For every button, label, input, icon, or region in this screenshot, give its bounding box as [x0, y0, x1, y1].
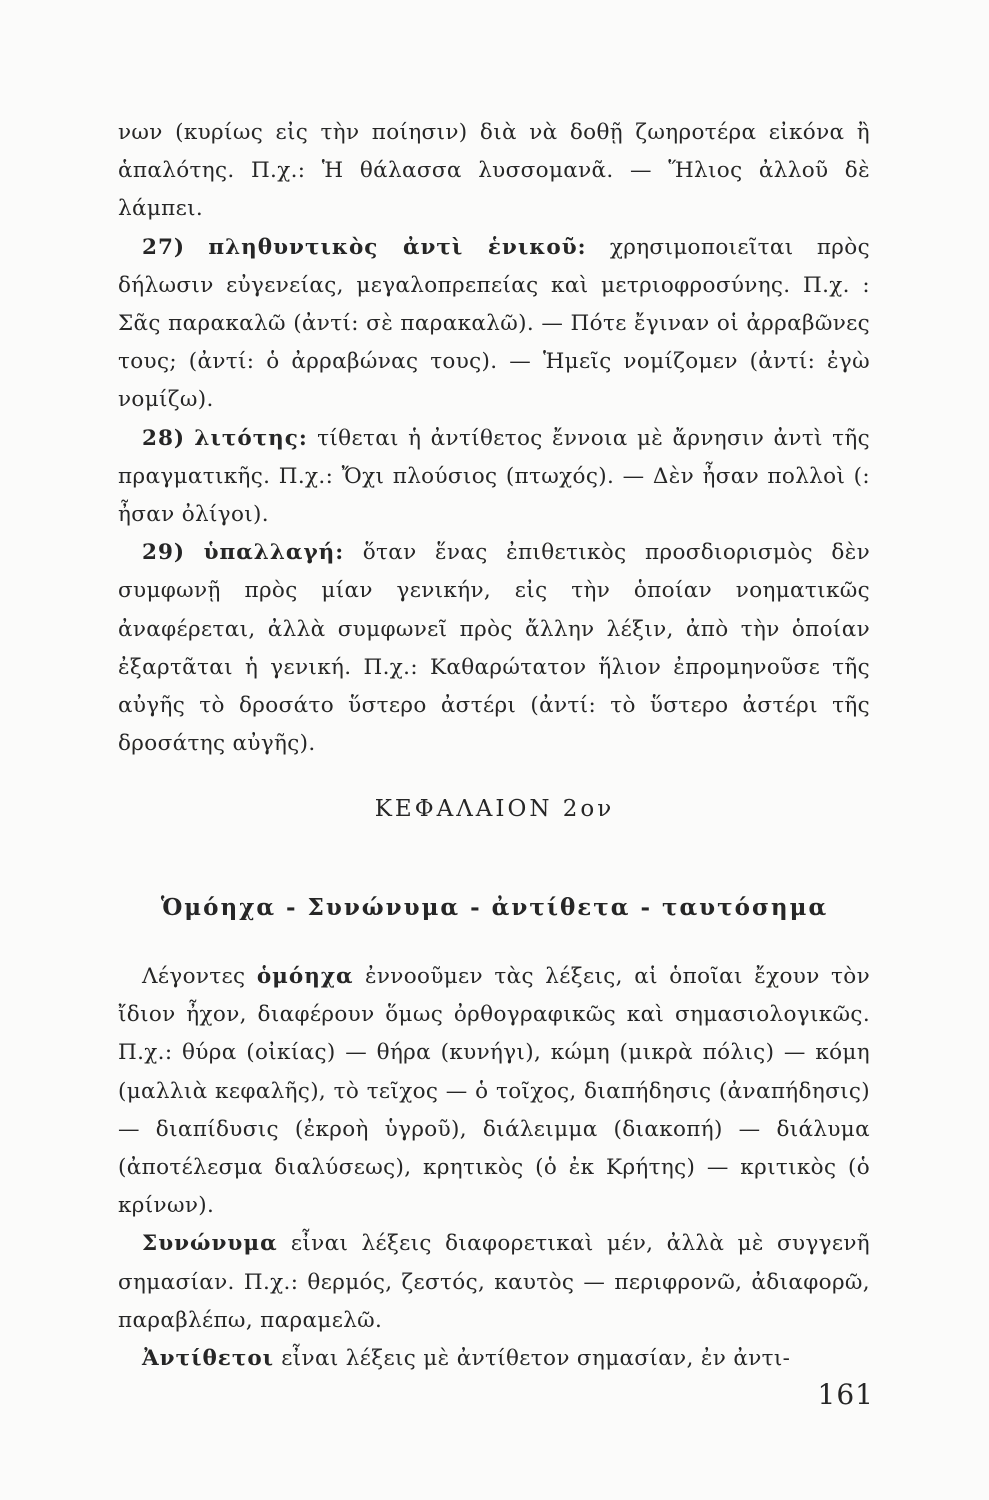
term-heading: πληθυντικὸς ἀντὶ ἑνικοῦ: [208, 234, 587, 260]
page-number: 161 [817, 1378, 874, 1411]
paragraph-item-27 [118, 229, 870, 420]
top-text-block [118, 114, 870, 763]
paragraph-text: τίθεται ἡ ἀντίθετος ἔννοια μὲ ἄρνησιν ἀντὶ τῆς πραγματικῆς. Π.χ.: Ὄχι πλούσιος (πτωχός). — Δὲν ἦσαν πολλοὶ (: ἦσαν ὀλίγοι). [118, 425, 871, 528]
paragraph-synonyms [118, 1225, 870, 1340]
item-number: 27) [142, 234, 186, 260]
paragraph-lead: Λέγοντες [142, 964, 246, 989]
paragraph-continuation [118, 114, 870, 229]
paragraph-text: εἶναι λέξεις μὲ ἀντίθετον σημασίαν, ἐν ἀντι- [281, 1346, 791, 1372]
chapter-heading: ΚΕΦΑΛΑΙΟΝ 2ον [374, 796, 615, 822]
term-heading: λιτότης: [194, 425, 308, 451]
paragraph-text: ὅταν ἕνας ἐπιθετικὸς προσδιορισμὸς δὲν συμφωνῇ πρὸς μίαν γενικήν, εἰς τὴν ὁποίαν νοηματικῶς ἀναφέρεται, ἀλλὰ συμφωνεῖ πρὸς ἄλλην λέξιν, ἀπὸ τὴν ὁποίαν ἐξαρτᾶται ἡ γενική. Π.χ.: Καθαρώτατον ἥλιον ἐπρομηνοῦσε τῆς αὐγῆς τὸ δροσάτο ὕστερο ἀστέρι (ἀντί: τὸ ὕστερο ἀστέρι τῆς δροσάτης αὐγῆς). [118, 540, 871, 757]
paragraph-text: χρησιμοποιεῖται πρὸς δήλωσιν εὐγενείας, μεγαλοπρεπείας καὶ μετριοφροσύνης. Π.χ. : Σᾶς παρακαλῶ (ἀντί: σὲ παρακαλῶ). — Πότε ἔγιναν οἱ ἀρραβῶνες τους; (ἀντί: ὁ ἀρραβώνας τους). — Ἡμεῖς νομίζομεν (ἀντί: ἐγὼ νομίζω). [118, 234, 870, 413]
term-heading: Ἀντίθετοι [142, 1346, 275, 1372]
term-heading: Συνώνυμα [142, 1231, 278, 1257]
section-heading: Ὁμόηχα - Συνώνυμα - ἀντίθετα - ταυτόσημα [160, 894, 829, 921]
paragraph-homophones [118, 958, 870, 1225]
term-heading: ὑπαλλαγή: [203, 540, 345, 566]
bottom-text-block [118, 958, 870, 1378]
paragraph-antonyms [118, 1340, 870, 1378]
paragraph-text: εἶναι λέξεις διαφορετικαὶ μέν, ἀλλὰ μὲ συγγενῆ σημασίαν. Π.χ.: θερμός, ζεστός, καυτὸς — περιφρονῶ, ἀδιαφορῶ, παραβλέπω, παραμελῶ. [118, 1231, 870, 1333]
term-heading: ὁμόηχα [256, 964, 354, 989]
paragraph-item-28 [118, 420, 870, 535]
paragraph-text: ἐννοοῦμεν τὰς λέξεις, αἱ ὁποῖαι ἔχουν τὸν ἴδιον ἦχον, διαφέρουν ὅμως ὀρθογραφικῶς καὶ σημασιολογικῶς. Π.χ.: θύρα (οἰκίας) — θήρα (κυνήγι), κώμη (μικρὰ πόλις) — κόμη (μαλλιὰ κεφαλῆς), τὸ τεῖχος — ὁ τοῖχος, διαπήδησις (ἀναπήδησις) — διαπίδυσις (ἐκροὴ ὑγροῦ), διάλειμμα (διακοπή) — διάλυμα (ἀποτέλεσμα διαλύσεως), κρητικὸς (ὁ ἐκ Κρήτης) — κριτικὸς (ὁ κρίνων). [118, 964, 870, 1219]
item-number: 29) [142, 540, 186, 566]
paragraph-item-29 [118, 534, 870, 763]
item-number: 28) [142, 425, 186, 451]
paragraph-text: νων (κυρίως εἰς τὴν ποίησιν) διὰ νὰ δοθῇ ζωηροτέρα εἰκόνα ἢ ἁπαλότης. Π.χ.: Ἡ θάλασσα λυσσομανᾶ. — Ἥλιος ἀλλοῦ δὲ λάμπει. [118, 120, 870, 222]
